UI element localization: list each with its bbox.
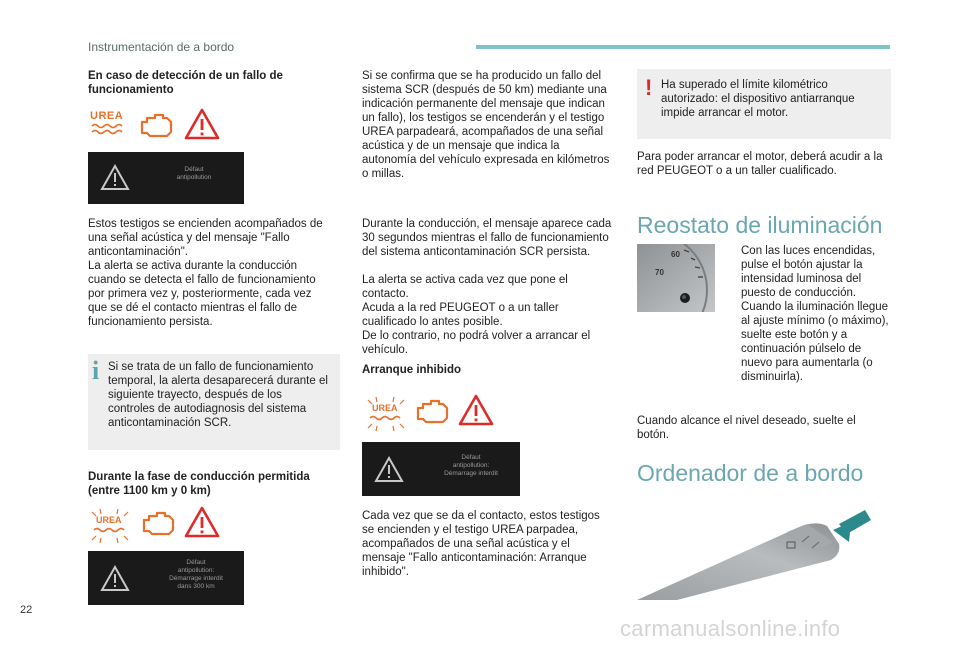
screen-message: Défaut antipollution: Démarrage interdit dans 300 km [169,559,223,590]
paragraph-fault-2: La alerta se activa durante la conducción cuando se detecta el fallo de funcionamiento por primera vez y, posteriormente, cada vez que se dé el contacto mientras el fallo de funcionamiento persista. [88,260,316,328]
heading-dimmer: Reostato de iluminación [637,212,883,238]
paragraph-go-to-network: Para poder arrancar el motor, deberá acudir a la red PEUGEOT o a un taller cualificado. [637,151,883,177]
section-header: Instrumentación de a bordo [88,40,235,54]
paragraph-scr-confirmed: Si se confirma que se ha producido un fallo del sistema SCR (después de 50 km) mediante una indicación permanente del mensaje que indican un fallo), los testigos se encenderán y el testigo UREA parpadeará, acompañados de una señal acústica y de un mensaje que indica la autonomía del vehículo expresada en kilómetros o millas. [362,70,610,180]
screen-warning-icon [100,565,130,597]
page-number: 22 [20,604,33,616]
warning-icons-row-2 [88,508,228,544]
gauge-label-70: 70 [655,268,664,277]
header-accent-bar [476,45,890,49]
warning-note-text: Ha superado el límite kilométrico autorizado: el dispositivo antiarranque impide arrancar el motor. [661,79,855,119]
dashboard-screen-inhibited [362,442,520,496]
paragraph-driving-2: La alerta se activa cada vez que pone el contacto. [362,274,568,300]
screen-warning-icon [100,164,130,196]
warning-icons-row-1 [90,110,230,146]
info-icon: i [92,356,100,385]
urea-flashing-icon: UREA [88,508,132,549]
heading-start-inhibited: Arranque inhibido [362,364,462,376]
warning-exclamation-icon: ! [645,75,653,100]
info-note-box [88,354,340,450]
info-note-text: Si se trata de un fallo de funcionamiento temporal, la alerta desaparecerá durante el siguiente trayecto, después de los controles de autodiagnosis del sistema anticontaminación SCR. [108,361,328,429]
trip-computer-stalk-illustration [637,502,887,602]
warning-triangle-icon [458,394,494,431]
engine-icon [414,398,452,431]
heading-trip-computer: Ordenador de a bordo [637,460,864,486]
engine-icon [138,112,176,145]
screen-message: Défaut antipollution [176,166,212,181]
paragraph-inhibited: Cada vez que se da el contacto, estos testigos se encienden y el testigo UREA parpadea, acompañados de una señal acústica y el mensaje "Fallo anticontaminación: Arranque inhibido". [362,510,600,578]
warning-note-box [637,69,891,139]
paragraph-driving-4: De lo contrario, no podrá volver a arrancar el vehículo. [362,330,591,356]
urea-icon: UREA [90,110,130,144]
warning-triangle-icon [184,108,220,145]
paragraph-release-button: Cuando alcance el nivel deseado, suelte el botón. [637,415,856,441]
warning-triangle-icon [184,506,220,543]
gauge-label-60: 60 [671,250,680,259]
dashboard-screen-permitted [88,551,244,605]
dashboard-screen-fault [88,152,244,204]
heading-fault-detection: En caso de detección de un fallo de funcionamiento [88,70,283,96]
paragraph-driving-3: Acuda a la red PEUGEOT o a un taller cualificado lo antes posible. [362,302,559,328]
warning-icons-row-3 [364,396,504,432]
paragraph-fault-1: Estos testigos se encienden acompañados de una señal acústica y del mensaje "Fallo anticontaminación". [88,218,323,258]
heading-permitted-driving: Durante la fase de conducción permitida (entre 1100 km y 0 km) [88,471,310,497]
engine-icon [140,510,178,543]
screen-message: Défaut antipollution: Démarrage interdit [444,454,498,477]
dimmer-button-illustration [637,244,715,312]
screen-warning-icon [374,456,404,488]
watermark: carmanualsonline.info [620,616,841,641]
paragraph-driving-1: Durante la conducción, el mensaje aparece cada 30 segundos mientras el fallo de funcionamiento del sistema anticontaminación SCR persista. [362,218,612,258]
urea-flashing-icon: UREA [364,396,408,437]
dimmer-instructions: Con las luces encendidas, pulse el botón ajustar la intensidad luminosa del puesto de conducción. Cuando la iluminación llegue al ajuste mínimo (o máximo), suelte este botón y a continuación púlselo de nuevo para aumentarla (o disminuirla). [741,245,889,383]
